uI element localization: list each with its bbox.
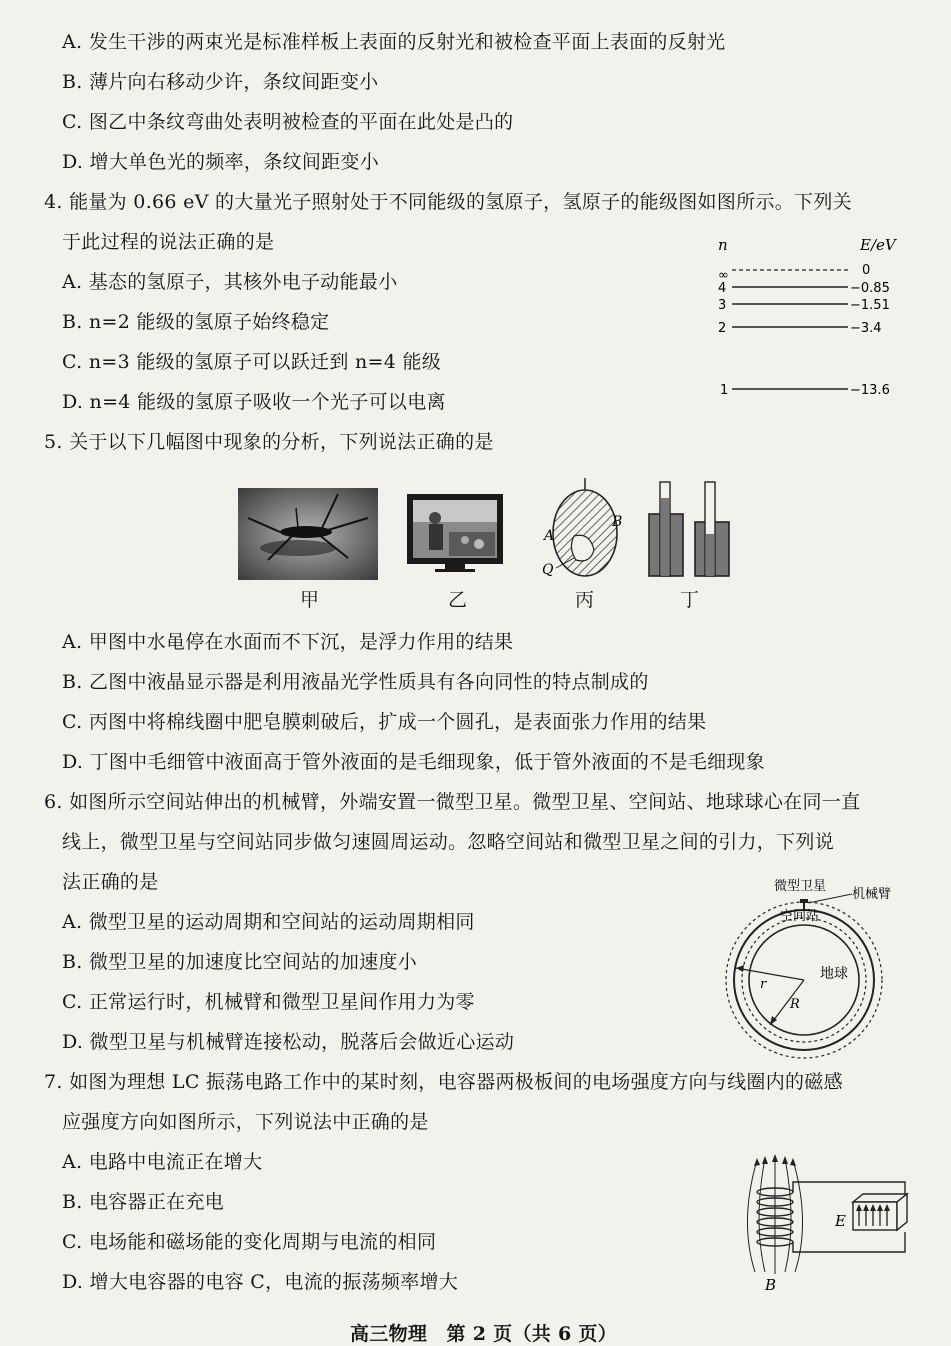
level-e-inf: 0: [862, 263, 871, 278]
figure-label-ding: 丁: [680, 589, 700, 611]
figure-label-bing: 丙: [575, 589, 595, 611]
q3-option-a: A. 发生干涉的两束光是标准样板上表面的反射光和被检查平面上表面的反射光: [62, 31, 726, 53]
level-e-3: −1.51: [850, 298, 890, 313]
page-footer: 高三物理 第 2 页（共 6 页）: [350, 1323, 617, 1345]
q4-option-b: B. n=2 能级的氢原子始终稳定: [62, 311, 330, 333]
q6-option-a: A. 微型卫星的运动周期和空间站的运动周期相同: [62, 911, 475, 933]
q3-option-c: C. 图乙中条纹弯曲处表明被检查的平面在此处是凸的: [62, 111, 514, 133]
figure-label-yi: 乙: [448, 589, 468, 611]
e-label: E: [835, 1212, 846, 1230]
q5-stem: 5. 关于以下几幅图中现象的分析，下列说法正确的是: [44, 431, 494, 453]
e-header: E/eV: [860, 236, 896, 254]
q4-stem-line2: 于此过程的说法正确的是: [62, 231, 275, 253]
q6-stem-line1: 6. 如图所示空间站伸出的机械臂，外端安置一微型卫星。微型卫星、空间站、地球球心在同一直: [44, 791, 861, 813]
level-e-4: −0.85: [850, 281, 890, 296]
q7-stem-line1: 7. 如图为理想 LC 振荡电路工作中的某时刻，电容器两极板间的电场强度方向与线圈内的磁感: [44, 1071, 843, 1093]
capillary-tubes-diagram: [645, 478, 735, 583]
level-n-inf: ∞: [718, 268, 729, 283]
n-header: n: [718, 236, 728, 254]
earth-label: 地球: [820, 966, 848, 982]
arm-label: 机械臂: [852, 887, 892, 902]
q7-option-d: D. 增大电容器的电容 C，电流的振荡频率增大: [62, 1271, 459, 1293]
level-n-2: 2: [718, 321, 727, 336]
q5-option-a: A. 甲图中水黾停在水面而不下沉，是浮力作用的结果: [62, 631, 514, 653]
q7-option-a: A. 电路中电流正在增大: [62, 1151, 263, 1173]
soap-film-diagram: [530, 478, 640, 583]
satellite-label: 微型卫星: [774, 879, 827, 894]
level-n-1: 1: [720, 383, 729, 398]
level-e-1: −13.6: [850, 383, 890, 398]
level-n-3: 3: [718, 298, 727, 313]
big-r-label: R: [790, 997, 800, 1012]
q4-option-c: C. n=3 能级的氢原子可以跃迁到 n=4 能级: [62, 351, 442, 373]
q7-option-c: C. 电场能和磁场能的变化周期与电流的相同: [62, 1231, 437, 1253]
lc-circuit-diagram: [735, 1152, 915, 1294]
space-station-diagram: [720, 870, 915, 1060]
q7-option-b: B. 电容器正在充电: [62, 1191, 225, 1213]
q6-stem-line3: 法正确的是: [62, 871, 159, 893]
q5-option-c: C. 丙图中将棉线圈中肥皂膜刺破后，扩成一个圆孔，是表面张力作用的结果: [62, 711, 707, 733]
q3-option-b: B. 薄片向右移动少许，条纹间距变小: [62, 71, 379, 93]
figure-label-jia: 甲: [300, 589, 320, 611]
q6-option-b: B. 微型卫星的加速度比空间站的加速度小: [62, 951, 418, 973]
q5-option-d: D. 丁图中毛细管中液面高于管外液面的是毛细现象，低于管外液面的不是毛细现象: [62, 751, 766, 773]
q3-option-d: D. 增大单色光的频率，条纹间距变小: [62, 151, 380, 173]
station-label: 空间站: [780, 909, 820, 924]
q6-stem-line2: 线上，微型卫星与空间站同步做匀速圆周运动。忽略空间站和微型卫星之间的引力，下列说: [62, 831, 835, 853]
q4-stem-line1: 4. 能量为 0.66 eV 的大量光子照射处于不同能级的氢原子，氢原子的能级图如图所示。下列关: [44, 191, 852, 213]
level-e-2: −3.4: [850, 321, 882, 336]
q5-option-b: B. 乙图中液晶显示器是利用液晶光学性质具有各向同性的特点制成的: [62, 671, 649, 693]
lcd-monitor-photo: [405, 492, 505, 574]
q6-option-d: D. 微型卫星与机械臂连接松动，脱落后会做近心运动: [62, 1031, 515, 1053]
bing-label-q: Q: [542, 562, 554, 578]
b-label: B: [765, 1276, 777, 1294]
q4-option-a: A. 基态的氢原子，其核外电子动能最小: [62, 271, 398, 293]
q6-option-c: C. 正常运行时，机械臂和微型卫星间作用力为零: [62, 991, 475, 1013]
bing-label-b: B: [612, 514, 623, 530]
water-strider-photo: [238, 488, 378, 580]
level-n-4: 4: [718, 281, 727, 296]
bing-label-a: A: [544, 528, 555, 544]
r-label: r: [760, 977, 767, 992]
energy-level-diagram: [710, 228, 910, 408]
q4-option-d: D. n=4 能级的氢原子吸收一个光子可以电离: [62, 391, 446, 413]
q7-stem-line2: 应强度方向如图所示，下列说法中正确的是: [62, 1111, 429, 1133]
